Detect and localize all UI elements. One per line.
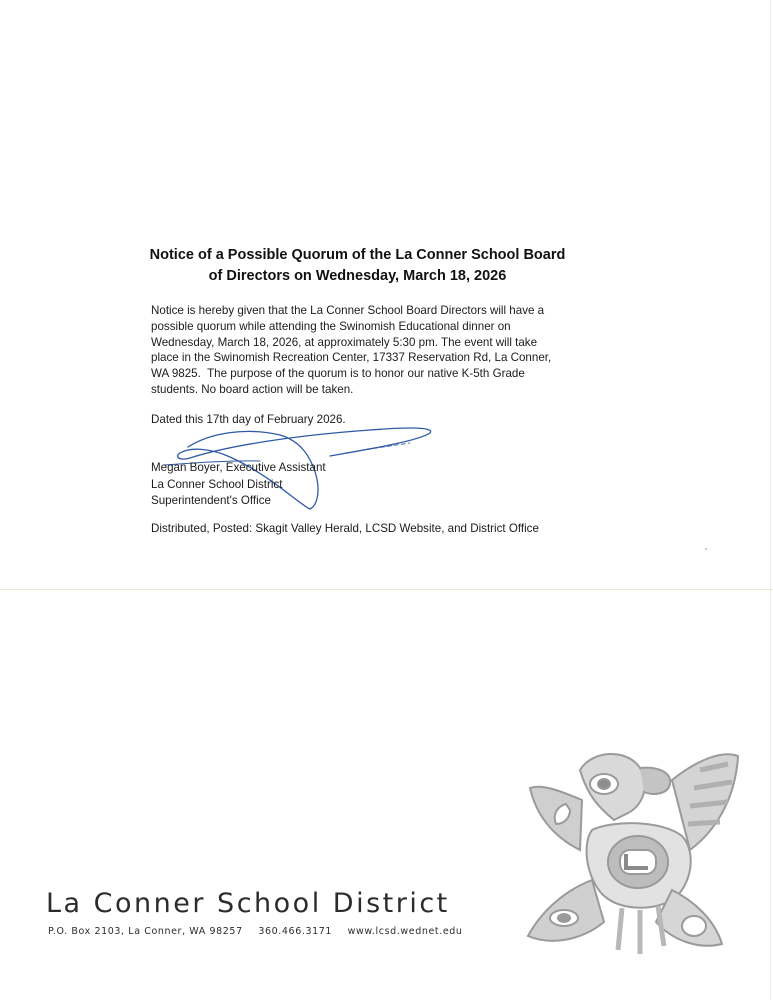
- district-website: www.lcsd.wednet.edu: [347, 926, 463, 937]
- coast-salish-eagle-logo-icon: [522, 740, 744, 958]
- signer-office: Superintendent's Office: [151, 494, 271, 507]
- signer-name: Megan Boyer, Executive Assistant: [151, 461, 326, 474]
- fold-line: [0, 589, 773, 590]
- notice-title: [120, 245, 595, 287]
- notice-body-line: possible quorum while attending the Swinomish Educational dinner on: [151, 319, 511, 333]
- distribution-line: Distributed, Posted: Skagit Valley Herald, LCSD Website, and District Office: [151, 522, 539, 535]
- notice-body: [151, 303, 571, 398]
- scan-edge: [770, 0, 771, 1000]
- district-name: La Conner School District: [46, 888, 450, 919]
- scan-speck: [705, 548, 707, 550]
- district-contact: [48, 926, 475, 937]
- notice-title-line-2: of Directors on Wednesday, March 18, 2026: [208, 268, 507, 284]
- notice-body-line: WA 9825. The purpose of the quorum is to honor our native K-5th Grade: [151, 367, 525, 381]
- signer-organization: La Conner School District: [151, 477, 283, 491]
- notice-body-line: Wednesday, March 18, 2026, at approximately 5:30 pm. The event will take: [151, 335, 538, 349]
- notice-title-line-1: Notice of a Possible Quorum of the La Conner School Board: [149, 247, 566, 263]
- district-po-box: P.O. Box 2103, La Conner, WA 98257: [48, 926, 243, 937]
- notice-body-line: students. No board action will be taken.: [151, 382, 354, 396]
- dated-line: Dated this 17th day of February 2026.: [151, 413, 346, 426]
- district-phone: 360.466.3171: [258, 926, 333, 937]
- notice-body-line: place in the Swinomish Recreation Center, 17337 Reservation Rd, La Conner,: [151, 351, 552, 365]
- notice-body-line: Notice is hereby given that the La Conner School Board Directors will have a: [151, 304, 545, 317]
- signature-block: [151, 460, 326, 510]
